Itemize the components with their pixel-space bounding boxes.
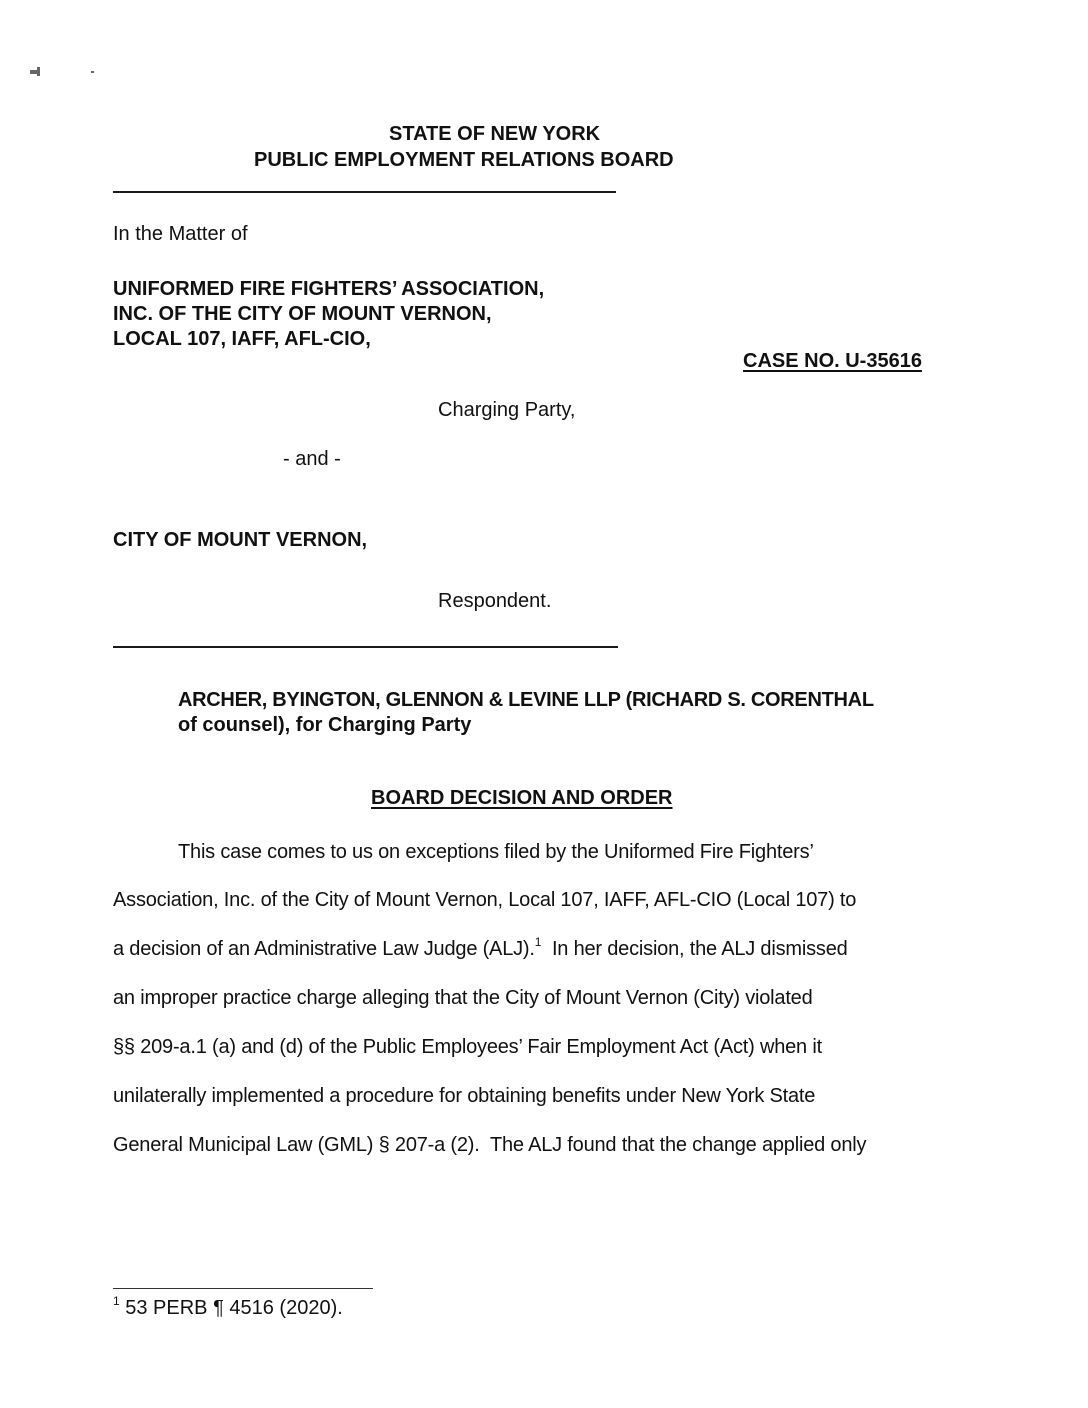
header-board: PUBLIC EMPLOYMENT RELATIONS BOARD xyxy=(254,149,674,171)
in-the-matter-of: In the Matter of xyxy=(113,223,248,245)
caption-bottom-rule xyxy=(113,646,618,648)
decision-paragraph-line xyxy=(113,937,848,961)
caption-top-rule xyxy=(113,191,616,193)
footnote-number: 1 xyxy=(113,1294,120,1309)
charging-party-name-line: LOCAL 107, IAFF, AFL-CIO, xyxy=(113,328,371,350)
footnote-reference[interactable]: 1 xyxy=(534,935,542,950)
respondent-name: CITY OF MOUNT VERNON, xyxy=(113,529,368,551)
decision-line-text: a decision of an Administrative Law Judge (ALJ). xyxy=(113,938,535,960)
decision-paragraph-line: This case comes to us on exceptions filed by the Uniformed Fire Fighters’ xyxy=(178,841,814,863)
footnote-separator xyxy=(113,1288,373,1289)
decision-paragraph-line: §§ 209-a.1 (a) and (d) of the Public Employees’ Fair Employment Act (Act) when it xyxy=(113,1036,822,1058)
appearance-line: ARCHER, BYINGTON, GLENNON & LEVINE LLP (RICHARD S. CORENTHAL xyxy=(178,689,874,711)
decision-paragraph-line: General Municipal Law (GML) § 207-a (2). The ALJ found that the change applied only xyxy=(113,1134,867,1156)
scan-artifact-mark xyxy=(37,67,40,76)
charging-party-name-line: UNIFORMED FIRE FIGHTERS’ ASSOCIATION, xyxy=(113,278,545,300)
decision-line-continuation: In her decision, the ALJ dismissed xyxy=(551,938,848,960)
decision-paragraph-line: Association, Inc. of the City of Mount Vernon, Local 107, IAFF, AFL-CIO (Local 107) to xyxy=(113,889,857,911)
scan-artifact-dot xyxy=(91,71,94,73)
respondent-label: Respondent. xyxy=(438,590,552,612)
charging-party-label: Charging Party, xyxy=(438,399,576,421)
header-state: STATE OF NEW YORK xyxy=(389,123,601,145)
and-separator: - and - xyxy=(283,448,341,470)
appearance-line: of counsel), for Charging Party xyxy=(178,714,472,736)
case-number: CASE NO. U-35616 xyxy=(743,350,922,372)
charging-party-name-line: INC. OF THE CITY OF MOUNT VERNON, xyxy=(113,303,492,325)
footnote-text: 53 PERB ¶ 4516 (2020). xyxy=(125,1297,343,1319)
decision-paragraph-line: an improper practice charge alleging that the City of Mount Vernon (City) violated xyxy=(113,987,813,1009)
footnote xyxy=(113,1296,343,1320)
decision-paragraph-line: unilaterally implemented a procedure for obtaining benefits under New York State xyxy=(113,1085,816,1107)
decision-title: BOARD DECISION AND ORDER xyxy=(371,787,673,809)
